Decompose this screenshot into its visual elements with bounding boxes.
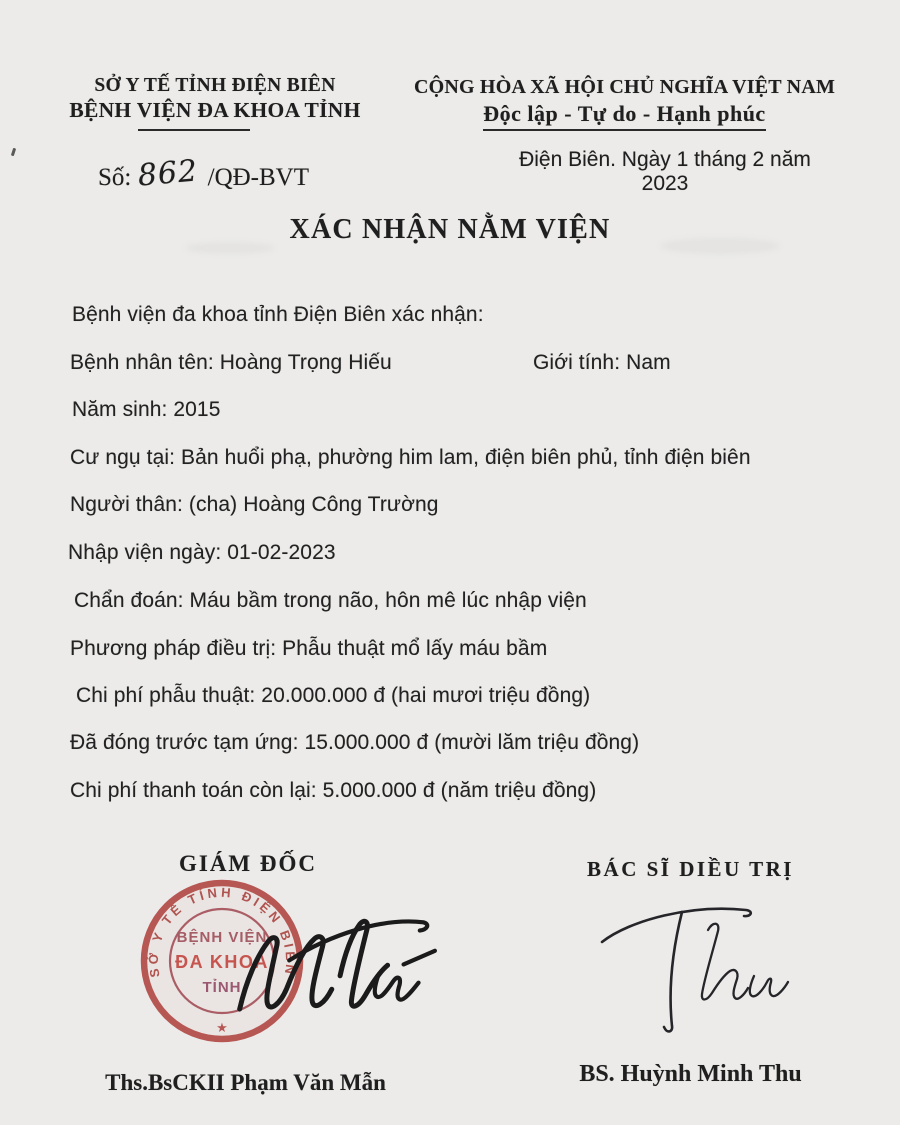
national-motto-line2-wrap	[392, 101, 857, 131]
intro-line: Bệnh viện đa khoa tỉnh Điện Biên xác nhận:	[72, 303, 484, 326]
address-line: Cư ngụ tại: Bản huổi phạ, phường him lam, điện biên phủ, tỉnh điện biên	[70, 446, 751, 469]
birth-year-line: Năm sinh: 2015	[72, 398, 221, 421]
deposit-line: Đã đóng trước tạm ứng: 15.000.000 đ (mười lăm triệu đồng)	[70, 731, 640, 754]
treatment-line: Phương pháp điều trị: Phẫu thuật mổ lấy máu bầm	[70, 637, 548, 660]
doc-number-label: Số:	[98, 164, 132, 191]
doctor-role-title: BÁC SĨ DIỀU TRỊ	[587, 857, 794, 881]
balance-line: Chi phí thanh toán còn lại: 5.000.000 đ (năm triệu đồng)	[70, 779, 597, 802]
director-role-title: GIÁM ĐỐC	[178, 851, 318, 876]
gender-line: Giới tính: Nam	[533, 351, 671, 374]
patient-name-line: Bệnh nhân tên: Hoàng Trọng Hiếu	[70, 351, 392, 374]
stamp-inner-line2: ĐA KHOA	[175, 952, 269, 972]
stamp-outer-text: SỞ Y TẾ TỈNH ĐIỆN BIÊN	[145, 884, 299, 979]
doctor-signature-icon	[596, 886, 796, 1036]
director-name: Ths.BsCKII Phạm Văn Mẫn	[105, 1070, 386, 1095]
director-signature-icon	[225, 906, 446, 1042]
admission-date-line: Nhập viện ngày: 01-02-2023	[68, 541, 336, 564]
relative-line: Người thân: (cha) Hoàng Công Trường	[70, 493, 439, 516]
dateline: Điện Biên. Ngày 1 tháng 2 năm 2023	[519, 148, 811, 195]
national-motto-line1: CỘNG HÒA XÃ HỘI CHỦ NGHĨA VIỆT NAM	[413, 76, 836, 98]
stamp-inner-line1: BỆNH VIỆN	[176, 929, 268, 946]
stamp-inner-line3: TỈNH	[202, 979, 242, 996]
doc-number-suffix: /QĐ-BVT	[207, 164, 310, 191]
doctor-name: BS. Huỳnh Minh Thu	[579, 1061, 802, 1087]
stamp-star-icon: ★	[216, 1020, 228, 1035]
issuer-hospital: BỆNH VIỆN ĐA KHOA TỈNH	[69, 98, 361, 122]
page-title: XÁC NHẬN NẰM VIỆN	[289, 214, 611, 245]
doc-number-line	[98, 153, 310, 194]
issuer-underline	[138, 129, 250, 131]
diagnosis-line: Chẩn đoán: Máu bầm trong não, hôn mê lúc nhập viện	[74, 589, 587, 612]
doc-number-handwritten: 862	[136, 153, 200, 194]
issuer-department: SỞ Y TẾ TỈNH ĐIỆN BIÊN	[94, 75, 336, 96]
surgery-cost-line: Chi phí phẫu thuật: 20.000.000 đ (hai mươi triệu đồng)	[76, 684, 591, 707]
national-motto-line2: Độc lập - Tự do - Hạnh phúc	[483, 101, 765, 131]
scan-artifact	[11, 148, 16, 157]
